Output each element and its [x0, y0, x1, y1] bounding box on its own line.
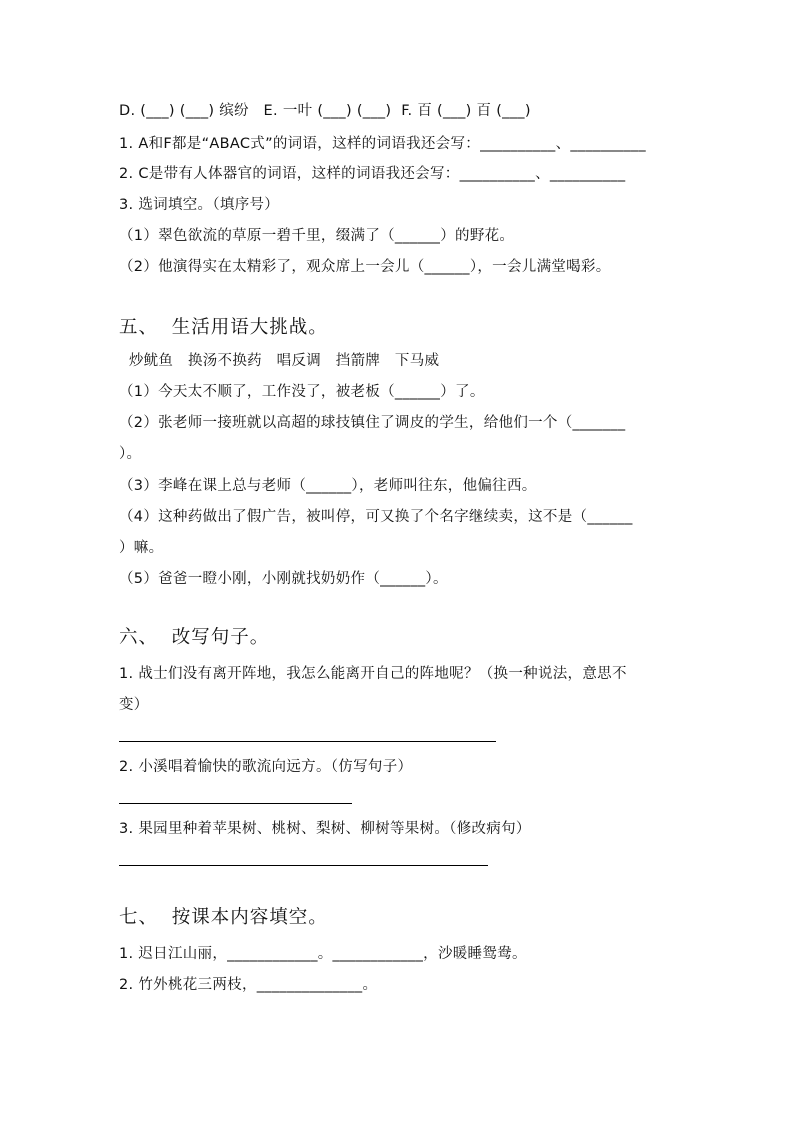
- poem-question-1: 1. 迟日江山丽，____________。____________，沙暖睡鸳鸯。: [119, 946, 527, 962]
- section-heading-seven: 七、 按课本内容填空。: [119, 907, 328, 928]
- question-word-choice: 3. 选词填空。（填序号）: [119, 197, 280, 213]
- options-line-def: D. (___) (___) 缤纷 E. 一叶 (___) (___) F. 百 (___) 百 (___): [119, 103, 531, 119]
- idiom-question-3: （3）李峰在课上总与老师（______），老师叫往东，他偏往西。: [119, 478, 537, 494]
- idiom-question-2: （2）张老师一接班就以高超的球技镇住了调皮的学生，给他们一个（_______: [119, 415, 626, 431]
- rewrite-question-1: 1. 战士们没有离开阵地，我怎么能离开自己的阵地呢？（换一种说法，意思不: [119, 666, 627, 682]
- rewrite-question-1-cont: 变）: [119, 697, 149, 713]
- idiom-question-4-cont: ）嘛。: [119, 540, 164, 556]
- section-heading-five: 五、 生活用语大挑战。: [119, 317, 328, 338]
- question-body-organ: 2. C是带有人体器官的词语，这样的词语我还会写：__________、__________: [119, 166, 626, 182]
- idiom-question-1: （1）今天太不顺了，工作没了，被老板（______）了。: [119, 384, 485, 400]
- idiom-question-4: （4）这种药做出了假广告，被叫停，可又换了个名字继续卖，这不是（______: [119, 509, 633, 525]
- word-choice-item-1: （1）翠色欲流的草原一碧千里，缀满了（______）的野花。: [119, 228, 515, 244]
- idiom-question-5: （5）爸爸一瞪小刚，小刚就找奶奶作（______）。: [119, 571, 448, 587]
- idiom-word-bank: 炒鱿鱼 换汤不换药 唱反调 挡箭牌 下马威: [119, 353, 440, 369]
- rewrite-question-2: 2. 小溪唱着愉快的歌流向远方。（仿写句子）: [119, 759, 413, 775]
- word-choice-item-2: （2）他演得实在太精彩了，观众席上一会儿（______），一会儿满堂喝彩。: [119, 259, 611, 275]
- idiom-question-2-cont: ）。: [119, 446, 142, 462]
- answer-line-1: [119, 741, 496, 742]
- answer-line-3: [119, 865, 488, 866]
- poem-question-2: 2. 竹外桃花三两枝，______________。: [119, 977, 378, 993]
- section-heading-six: 六、 改写句子。: [119, 627, 270, 648]
- answer-line-2: [119, 803, 352, 804]
- question-abac: 1. A和F都是“ABAC式”的词语，这样的词语我还会写：__________、__________: [119, 136, 646, 152]
- rewrite-question-3: 3. 果园里种着苹果树、桃树、梨树、柳树等果树。（修改病句）: [119, 821, 531, 837]
